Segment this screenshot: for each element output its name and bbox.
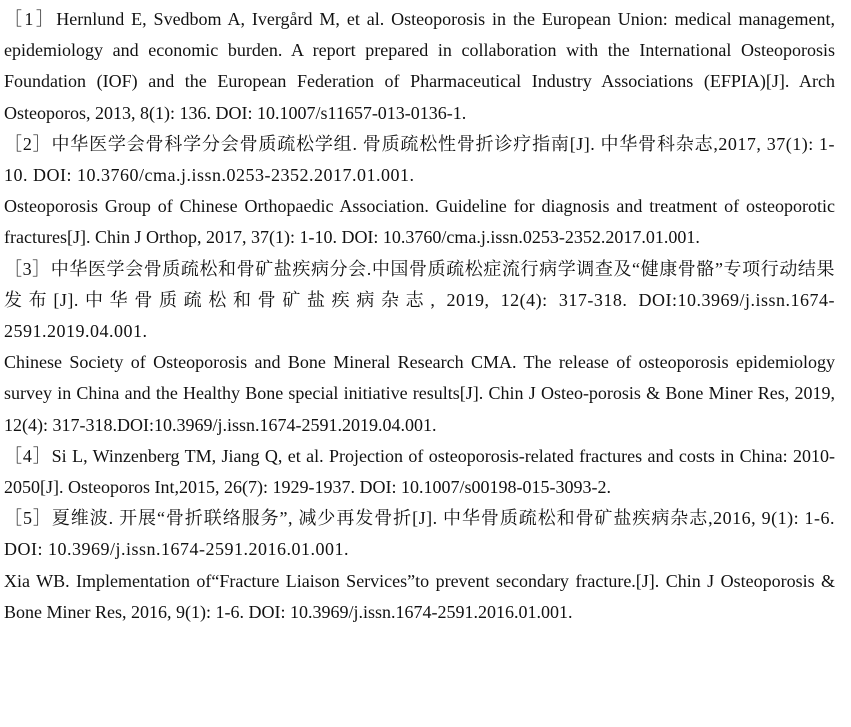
reference-2-text: 中华医学会骨科学分会骨质疏松学组. 骨质疏松性骨折诊疗指南[J]. 中华骨科杂志,2017, 37(1): 1-10. DOI: 10.3760/cma.j.issn.0253-2352.2017.01.001. xyxy=(4,133,836,186)
reference-5-text: 夏维波. 开展“骨折联络服务”, 减少再发骨折[J]. 中华骨质疏松和骨矿盐疾病杂志,2016, 9(1): 1-6. DOI: 10.3969/j.issn.1674-2591.2016.01.001. xyxy=(4,508,836,560)
reference-1 xyxy=(4,4,835,129)
reference-5-translation: Xia WB. Implementation of“Fracture Liaison Services”to prevent secondary fracture.[J]. Chin J Osteoporosis & Bone Miner Res, 2016, 9(1): 1-6. DOI: 10.3969/j.issn.1674-2591.2016.01.001. xyxy=(4,570,835,622)
reference-1-label: ［1］ xyxy=(4,9,57,29)
reference-3 xyxy=(4,254,835,348)
reference-5 xyxy=(4,503,835,565)
reference-3-text: 中华医学会骨质疏松和骨矿盐疾病分会.中国骨质疏松症流行病学调查及“健康骨骼”专项行动结果发布[J].中华骨质疏松和骨矿盐疾病杂志, 2019, 12(4): 317-318. DOI:10.3969/j.issn.1674-2591.2019.04.001. xyxy=(4,258,835,342)
reference-3-translation: Chinese Society of Osteoporosis and Bone Mineral Research CMA. The release of osteoporosis epidemiology survey in China and the Healthy Bone special initiative results[J]. Chin J Osteo-porosis & Bone Miner Res, 2019, 12(4): 317-318.DOI:10.3969/j.issn.1674-2591.2019.04.001. xyxy=(4,352,835,435)
reference-2-label: ［2］ xyxy=(4,133,52,154)
reference-3-label: ［3］ xyxy=(4,258,51,279)
reference-4 xyxy=(4,441,835,503)
reference-4-label: ［4］ xyxy=(4,445,52,466)
reference-4-text: Si L, Winzenberg TM, Jiang Q, et al. Projection of osteoporosis-related fractures and costs in China: 2010-2050[J]. Osteoporos Int,2015, 26(7): 1929-1937. DOI: 10.1007/s00198-015-3093-2. xyxy=(4,445,835,498)
reference-2-translation: Osteoporosis Group of Chinese Orthopaedic Association. Guideline for diagnosis and treatment of osteoporotic fractures[J]. Chin J Orthop, 2017, 37(1): 1-10. DOI: 10.3760/cma.j.issn.0253-2352.2017.01.001. xyxy=(4,196,835,248)
reference-5-label: ［5］ xyxy=(4,508,52,529)
reference-1-text: Hernlund E, Svedbom A, Ivergård M, et al. Osteoporosis in the European Union: medical management, epidemiology and economic burden. A report prepared in collaboration with the International Osteoporosis Foundation (IOF) and the European Federation of Pharmaceutical Industry Associations (EFPIA)[J]. Arch Osteoporos, 2013, 8(1): 136. DOI: 10.1007/s11657-013-0136-1. xyxy=(4,9,836,123)
reference-2 xyxy=(4,129,835,191)
